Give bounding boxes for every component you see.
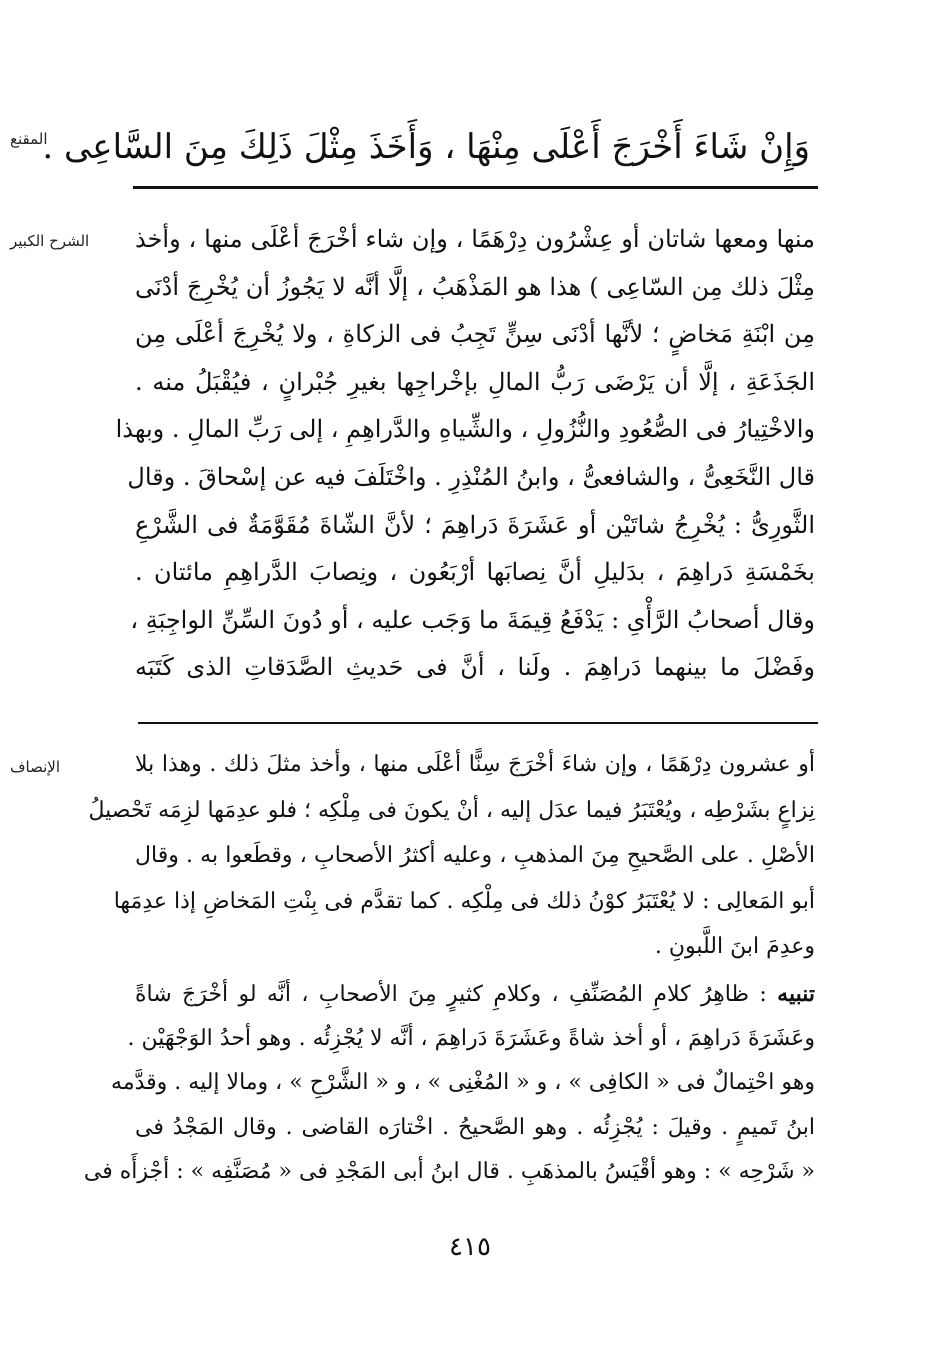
sharh-line: بخَمْسَةِ دَراهِمَ ، بدَليلِ أنَّ نِصابَها أرْبَعُون ، ونِصابَ الدَّراهِمِ مائتان . [135, 558, 815, 587]
label-sharh-kabir: الشرح الكبير [10, 232, 90, 250]
insaf-text-block [88, 742, 815, 970]
sharh-line: منها ومعها شاتان أو عِشْرُون دِرْهَمًا ، وإن شاء أخْرَجَ أعْلَى منها ، وأخذ [135, 225, 815, 253]
label-muqni: المقنع [10, 130, 48, 148]
matn-text: وَإِنْ شَاءَ أَخْرَجَ أَعْلَى مِنْهَا ، وَأَخَذَ مِثْلَ ذَلِكَ مِنَ السَّاعِى . [42, 127, 810, 167]
tanbih-line: ابنُ تَميمٍ . وقيلَ : يُجْزِئُه . وهو الصَّحيحُ . اخْتارَه القاضى . وقال المَجْدُ فى [135, 1114, 815, 1140]
insaf-line: الأصْلِ . على الصَّحيحِ مِنَ المذهبِ ، وعليه أكثرُ الأصحابِ ، وقطَعوا به . وقال [135, 843, 815, 868]
tanbih-line: « شَرْحِه » : وهو أقْيَسُ بالمذهَبِ . قال ابنُ أبى المَجْدِ فى « مُصَنَّفِه » : أجْزأَه فى [83, 1159, 815, 1185]
sharh-line: قال النَّخَعِىُّ ، والشافعىُّ ، وابنُ المُنْذِرِ . واخْتَلَفَ فيه عن إسْحاقَ . وقال [127, 462, 815, 491]
tanbih-first-line [135, 972, 815, 1017]
tanbih-line: وعَشَرَةَ دَراهِمَ ، أو أخذ شاةً وعَشَرَةَ دَراهِمَ ، أنَّه لا يُجْزِئُه . وهو أحدُ الوَجْهَيْن . [127, 1025, 815, 1051]
insaf-line: نِزاعٍ بشَرْطِه ، ويُعْتَبَرُ فيما عدَل إليه ، أنْ يكونَ فى مِلْكِه ؛ فلو عدِمَها لزِمَه تَحْصيلُ [88, 797, 815, 823]
page-number: ٤١٥ [449, 1232, 491, 1262]
sharh-text-block [115, 216, 815, 692]
tanbih-heading: تنبيه [777, 981, 815, 1007]
sharh-line: وفَضْلَ ما بينهما دَراهِمَ . ولَنا ، أنَّ فى حَديثِ الصَّدَقاتِ الذى كَتَبَه [135, 653, 815, 682]
insaf-line: وعدِمَ ابنَ اللَّبونِ . [654, 934, 815, 959]
matn-divider [133, 186, 818, 189]
sharh-line: مِن ابْنَةِ مَخاضٍ ؛ لأنَّها أدْنَى سِنٍّ تَجِبُ فى الزكاةِ ، ولا يُخْرِجَ أعْلَى مِن [135, 320, 815, 349]
insaf-line: أو عشرون دِرْهَمًا ، وإن شاءَ أخْرَجَ سِنًّا أعْلَى منها ، وأخذ مثلَ ذلك . وهذا بلا [135, 752, 815, 777]
sharh-line: مِثْلَ ذلك مِن السّاعِى ) هذا هو المَذْهَبُ ، إلَّا أنَّه لا يَجُوزُ أن يُخْرِجَ أدْنَى [135, 272, 815, 301]
sharh-divider [138, 722, 818, 724]
tanbih-line: وهو احْتِمالٌ فى « الكافِى » ، و « المُغْنِى » ، و « الشَّرْحِ » ، ومالا إليه . وقدَّمه [111, 1070, 815, 1096]
sharh-line: والاخْتِيارُ فى الصُّعُودِ والنُّزُولِ ، والشِّياهِ والدَّراهِمِ ، إلى رَبِّ المالِ . وبهذا [115, 415, 815, 444]
sharh-line: الثَّورِىُّ : يُخْرِجُ شاتَيْن أو عَشَرَةَ دَراهِمَ ؛ لأنَّ الشّاةَ مُقَوَّمَةٌ فى الشَّرْعِ [135, 510, 815, 539]
sharh-line: وقال أصحابُ الرَّأْىِ : يَدْفَعُ قِيمَةَ ما وَجَب عليه ، أو دُونَ السِّنِّ الواجِبَةِ ، [130, 605, 815, 634]
sharh-line: الجَذَعَةِ ، إلَّا أن يَرْضَى رَبُّ المالِ بإخْراجِها بغيرِ جُبْرانٍ ، فيُقْبَلُ منه . [135, 367, 815, 396]
label-insaf: الإنصاف [10, 758, 61, 776]
insaf-line: أبو المَعالِى : لا يُعْتَبَرُ كوْنُ ذلك فى مِلْكِه . كما تقدَّم فى بِنْتِ المَخاضِ إذا عدِمَها [113, 888, 815, 914]
tanbih-first-text: : ظاهِرُ كلامِ المُصَنِّفِ ، وكلامِ كثيرٍ مِنَ الأصحابِ ، أنَّه لو أخْرَجَ شاةً [135, 982, 767, 1007]
tanbih-paragraph [83, 972, 815, 1195]
